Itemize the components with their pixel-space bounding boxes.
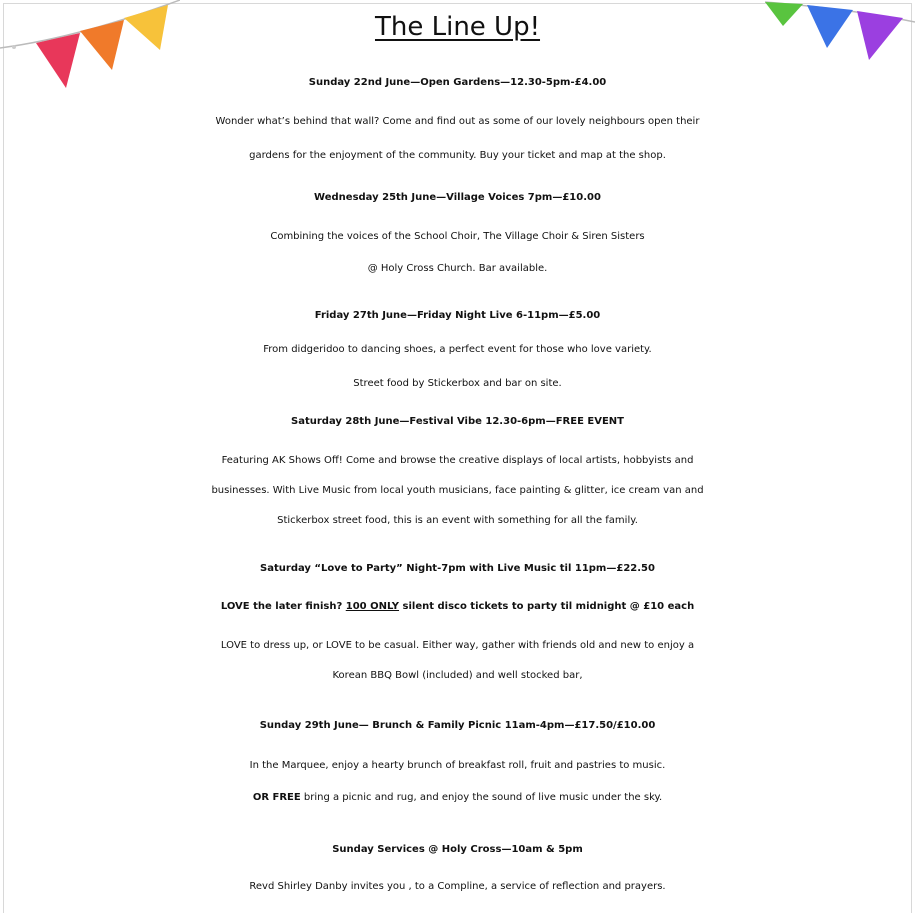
page-title: The Line Up! <box>374 12 541 42</box>
event-text: Korean BBQ Bowl (included) and well stocked bar, <box>332 670 583 681</box>
event-text: Wonder what’s behind that wall? Come and find out as some of our lovely neighbours open their <box>215 116 700 127</box>
event-heading-brunch-picnic: Sunday 29th June— Brunch & Family Picnic 11am-4pm—£17.50/£10.00 <box>259 720 656 731</box>
event-text: In the Marquee, enjoy a hearty brunch of breakfast roll, fruit and pastries to music. <box>249 760 666 771</box>
event-text: businesses. With Live Music from local youth musicians, face painting & glitter, ice cream van and <box>211 485 704 496</box>
event-text: @ Holy Cross Church. Bar available. <box>367 263 548 274</box>
event-heading-open-gardens: Sunday 22nd June—Open Gardens—12.30-5pm-£4.00 <box>308 77 607 88</box>
event-text: Revd Shirley Danby invites you , to a Compline, a service of reflection and prayers. <box>249 881 666 892</box>
event-text: LOVE to dress up, or LOVE to be casual. Either way, gather with friends old and new to enjoy a <box>220 640 695 651</box>
event-text: Stickerbox street food, this is an event with something for all the family. <box>277 515 638 526</box>
subheading-underlined: 100 ONLY <box>345 601 400 612</box>
event-heading-friday-night-live: Friday 27th June—Friday Night Live 6-11pm—£5.00 <box>314 310 601 321</box>
event-heading-sunday-services: Sunday Services @ Holy Cross—10am & 5pm <box>332 844 583 855</box>
event-heading-village-voices: Wednesday 25th June—Village Voices 7pm—£10.00 <box>314 192 601 203</box>
event-text: From didgeridoo to dancing shoes, a perfect event for those who love variety. <box>263 344 652 355</box>
event-text-bold: OR FREE <box>252 792 301 803</box>
string-end <box>12 45 16 49</box>
event-text: Combining the voices of the School Choir, The Village Choir & Siren Sisters <box>270 231 645 242</box>
subheading-before: LOVE the later finish? <box>220 601 346 612</box>
event-text: gardens for the enjoyment of the community. Buy your ticket and map at the shop. <box>249 150 666 161</box>
event-subheading <box>0 601 915 612</box>
event-text: Street food by Stickerbox and bar on site. <box>353 378 562 389</box>
event-heading-festival-vibe: Saturday 28th June—Festival Vibe 12.30-6pm—FREE EVENT <box>291 416 624 427</box>
event-text: Featuring AK Shows Off! Come and browse the creative displays of local artists, hobbyists and <box>221 455 694 466</box>
event-text-rest: bring a picnic and rug, and enjoy the sound of live music under the sky. <box>300 792 663 803</box>
event-text <box>0 792 915 803</box>
subheading-after: silent disco tickets to party til midnight @ £10 each <box>399 601 695 612</box>
event-heading-love-to-party: Saturday “Love to Party” Night-7pm with Live Music til 11pm—£22.50 <box>260 563 655 574</box>
